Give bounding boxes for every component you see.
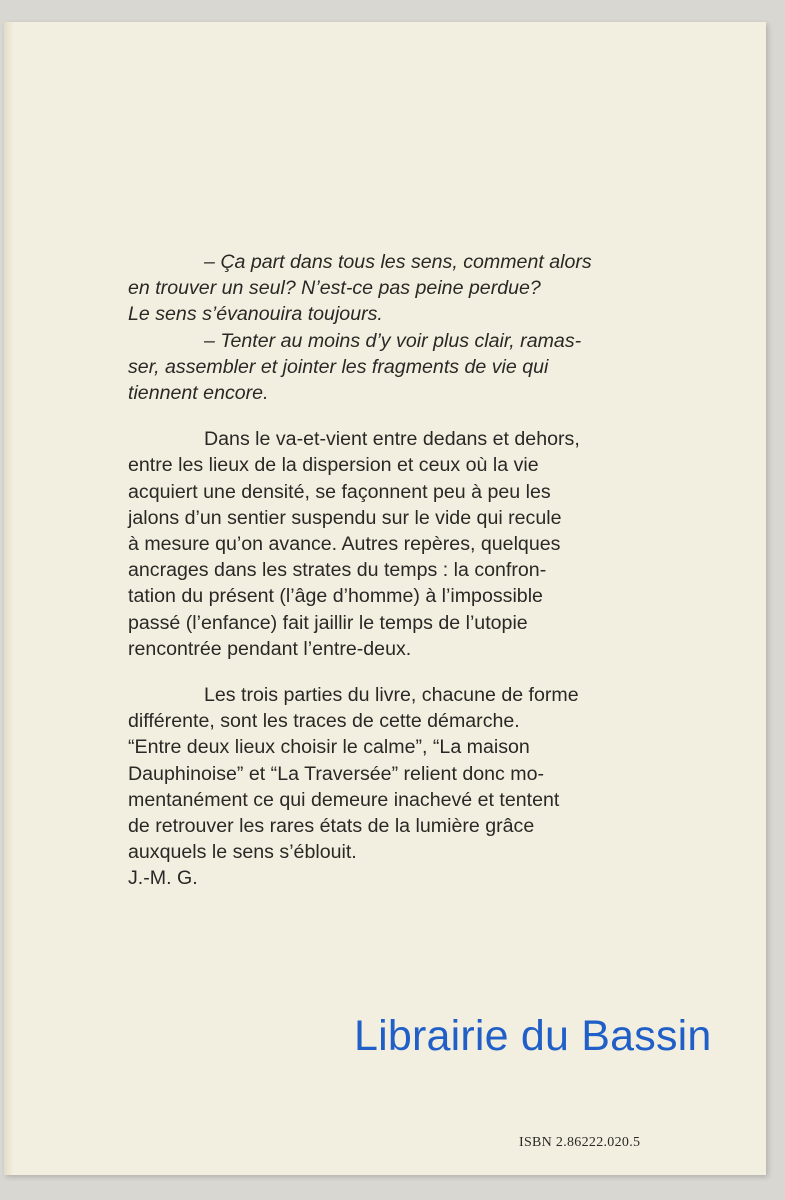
paragraph-1: Dans le va-et-vient entre dedans et dehors, entre les lieux de la dispersion et ceux où la vie acquiert une densité, se façonnent peu à peu les jalons d’un sentier suspendu sur le vide qui recule à mesure qu’on avance. Autres repères, quelques ancrages dans les strates du temps : la confron- tation du présent (l’âge d’homme) à l’impossible passé (l’enfance) fait jaillir le temps de l’utopie rencontrée pendant l’entre-deux. <box>128 428 580 660</box>
paragraph-2: Les trois parties du livre, chacune de forme différente, sont les traces de cette démarche. “Entre deux lieux choisir le calme”, “La maison Dauphinoise” et “La Traversée” relient donc mo- mentanément ce qui demeure inachevé et tentent de retrouver les rares états de la lumière grâce auxquels le sens s’éblouit. <box>128 684 579 864</box>
dialogue-line-2: – Tenter au moins d’y voir plus clair, ramas- ser, assembler et jointer les fragments de vie qui tiennent encore. <box>128 329 582 405</box>
isbn-number: ISBN 2.86222.020.5 <box>519 1135 641 1150</box>
blurb-text <box>128 249 653 892</box>
book-back-cover <box>4 22 766 1175</box>
bookseller-watermark: Librairie du Bassin <box>354 1012 712 1060</box>
dialogue-line-1: – Ça part dans tous les sens, comment alors en trouver un seul? N’est-ce pas peine perdue? Le sens s’évanouira toujours. <box>128 251 592 326</box>
author-signature: J.-M. G. <box>128 867 198 890</box>
